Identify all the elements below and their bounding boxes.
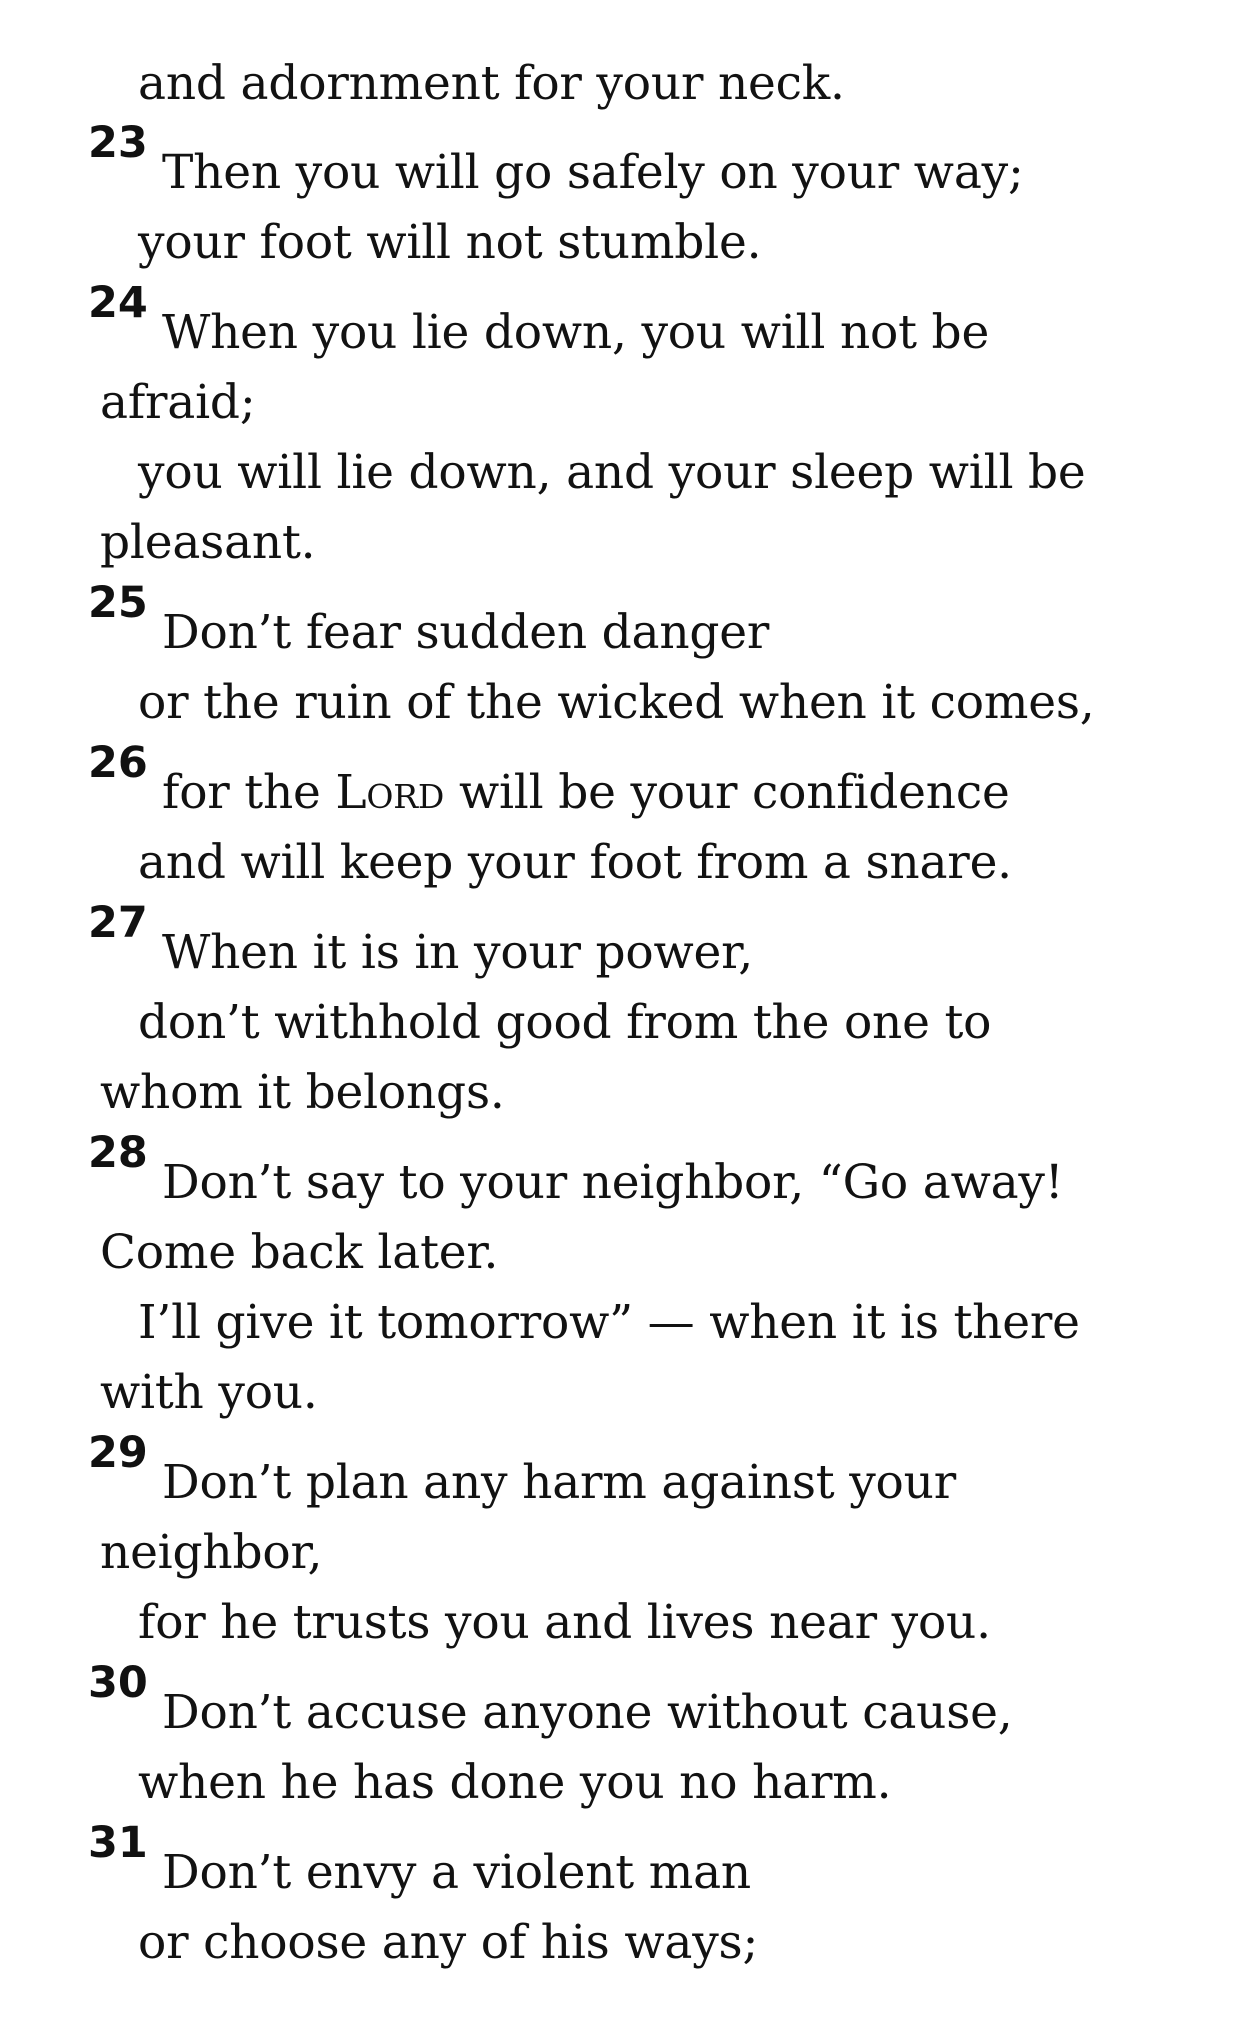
verse-line: and adornment for your neck. (138, 56, 845, 111)
verse-line: Don’t fear sudden danger (162, 605, 770, 660)
verse-line: Don’t say to your neighbor, “Go away! (162, 1155, 1064, 1210)
verse-line: or choose any of his ways; (138, 1915, 759, 1970)
verse-number-31: 31 (88, 1818, 148, 1868)
verse-line: afraid; (100, 375, 256, 430)
verse-number-27: 27 (88, 898, 148, 948)
verse-line: pleasant. (100, 515, 316, 570)
verse-line: When you lie down, you will not be (162, 305, 990, 360)
verse-line: Don’t envy a violent man (162, 1845, 751, 1900)
verse-line: When it is in your power, (162, 925, 753, 980)
verse-line: your foot will not stumble. (138, 215, 762, 270)
verse-line: with you. (100, 1365, 318, 1420)
verse-line: and will keep your foot from a snare. (138, 835, 1012, 890)
verse-line: for he trusts you and lives near you. (138, 1595, 991, 1650)
verse-line: you will lie down, and your sleep will be (138, 445, 1086, 500)
verse-number-28: 28 (88, 1128, 148, 1178)
verse-line: Then you will go safely on your way; (162, 145, 1024, 200)
verse-line: whom it belongs. (100, 1065, 505, 1120)
verse-number-23: 23 (88, 118, 148, 168)
verse-number-30: 30 (88, 1658, 148, 1708)
verse-number-25: 25 (88, 578, 148, 628)
divine-name: Lord (335, 765, 445, 820)
verse-text: for the (162, 765, 336, 820)
verse-text: will be your confidence (444, 765, 1010, 820)
verse-line: Come back later. (100, 1225, 499, 1280)
verse-line (162, 763, 1010, 823)
verse-number-29: 29 (88, 1428, 148, 1478)
verse-line: when he has done you no harm. (138, 1755, 892, 1810)
verse-line: Don’t plan any harm against your (162, 1455, 956, 1510)
verse-line: Don’t accuse anyone without cause, (162, 1685, 1013, 1740)
verse-number-24: 24 (88, 278, 148, 328)
verse-number-26: 26 (88, 738, 148, 788)
verse-line: or the ruin of the wicked when it comes, (138, 675, 1095, 730)
verse-line: don’t withhold good from the one to (138, 995, 992, 1050)
verse-line: I’ll give it tomorrow” — when it is there (138, 1295, 1080, 1350)
verse-line: neighbor, (100, 1525, 323, 1580)
